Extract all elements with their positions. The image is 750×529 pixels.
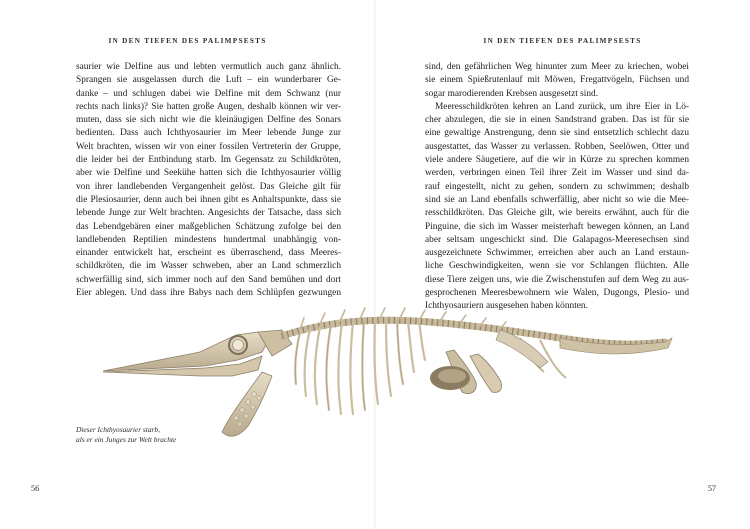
text-line: Sprangen sie ausgelassen durch die Luft – ein wunderbarer Ge-: [76, 75, 341, 86]
text-line: danke – und schlugen dabei wie Delfine mit dem Schwanz (nur: [76, 88, 341, 99]
running-head-left: IN DEN TIEFEN DES PALIMPSESTS: [108, 37, 267, 45]
caption-line: als er ein Junges zur Welt brachte: [76, 435, 177, 445]
text-line: die leider bei der Entbindung starb. Im Gegensatz zu Schildkröten,: [76, 155, 341, 166]
text-line: ausgestattet, das Wasser zu verlassen. Robben, Seelöwen, Otter und: [425, 141, 689, 152]
text-line: einander entwickelt hat, erscheint es überraschend, dass Meeres-: [76, 248, 341, 259]
running-head-right: IN DEN TIEFEN DES PALIMPSESTS: [483, 37, 642, 45]
text-line: Pinguine, die sich im Wasser meisterhaft bewegen können, an Land: [425, 221, 689, 232]
figure-caption: [76, 425, 226, 446]
text-line: sind, den gefährlichen Weg hinunter zum Meer zu kriechen, wobei: [425, 62, 689, 72]
text-line: resschildkröten. Das Gleiche gilt, wie bereits erwähnt, auch für die: [425, 208, 689, 219]
embryo-bones: [430, 366, 470, 390]
text-line: sie einem Spießrutenlauf mit Möwen, Fregattvögeln, Füchsen und: [425, 75, 689, 86]
text-line: schildkröten, die im Wasser schweben, aber an Land schmerzlich: [76, 261, 341, 272]
text-line: schwerfällig sind, sich immer noch auf den Sand bemühen und dort: [76, 274, 341, 285]
text-line: aber wie Delfine und Seekühe hatten sich die Ichthyosaurier völlig: [76, 168, 341, 179]
text-line: sind sie an Land ebenfalls schwerfällig, aber nicht so wie die Mee-: [425, 194, 689, 205]
text-line: werden, verbringen einen Teil ihrer Zeit im Wasser und sind da-: [425, 168, 689, 179]
text-line: ausgezeichnete Schwimmer, erreichen aber auch an Land erstaun-: [425, 248, 689, 259]
text-line: Meeresschildkröten kehren an Land zurück, um ihre Eier in Lö-: [435, 101, 689, 112]
text-line: bedienten. Dass auch Ichthyosaurier im Meer lebende Junge zur: [76, 128, 341, 139]
text-line: diese Tiere zeigen uns, wie die Zwischenstufen auf dem Weg zu aus-: [425, 274, 689, 285]
page-number-left: 56: [31, 484, 40, 493]
text-line: das Lebendgebären einer maßgeblichen Schätzung zufolge bei den: [76, 221, 341, 232]
text-line: muten, dass sie sich nicht wie die kleinäugigen Delfine des Sonars: [76, 115, 341, 126]
text-line: rauf eingestellt, nicht zu gehen, sondern zu schwimmen; deshalb: [425, 181, 689, 192]
skull: [103, 330, 292, 376]
text-line: aber seltsam ungeschickt sind. Die Galapagos-Meeresechsen sind: [425, 234, 689, 245]
text-line: cher abzulegen, die sie in einen Sandstrand graben. Das ist für sie: [425, 115, 689, 126]
text-line: von ihrer landlebenden Vergangenheit gelöst. Das Gleiche gilt für: [76, 181, 341, 192]
body-text-right: [425, 61, 689, 314]
text-line: gesprochenen Meeresbewohnern wie Walen, Dugongs, Plesio- und: [425, 288, 689, 299]
text-line: Ichthyosauriern ausgesehen haben könnten.: [425, 301, 588, 312]
front-flipper: [222, 372, 272, 436]
rib-cage: [295, 320, 425, 414]
text-line: sogar marodierenden Krebsen ausgesetzt sind.: [425, 88, 599, 99]
text-line: die Plesiosaurier, denn auch bei ihnen gibt es Anhaltspunkte, dass sie: [76, 194, 341, 205]
text-line: rechts nach links)? Sie hatten große Augen, deshalb können wir ver-: [76, 101, 341, 112]
text-line: landlebenden Reptilien mindestens hundertmal unabhängig von-: [76, 234, 341, 245]
text-line: saurier wie Delfine aus und lebten vermutlich auch ganz ähnlich.: [76, 62, 341, 72]
text-line: lebende Junge zur Welt brachten. Angesichts der Tatsache, dass sich: [76, 208, 341, 219]
page-number-right: 57: [707, 484, 716, 493]
text-line: Eier ablegen. Und dass ihre Babys nach dem Schlüpfen gezwungen: [76, 288, 341, 299]
text-line: eine gewaltige Anstrengung, denn sie sind entsetzlich schlecht dazu: [425, 128, 689, 139]
body-text-left: [76, 61, 341, 300]
text-line: viele andere Säugetiere, auf die wir in Kürze zu sprechen kommen: [425, 155, 689, 166]
caption-line: Dieser Ichthyosaurier starb,: [76, 425, 160, 434]
text-line: liche Geschwindigkeiten, wenn sie vor Schlangen flüchten. Alle: [425, 261, 689, 272]
ichthyosaur-skeleton-illustration: [0, 290, 750, 480]
text-line: Welt brachten, wissen wir von einer fossilen Vertreterin der Gruppe,: [76, 141, 341, 152]
